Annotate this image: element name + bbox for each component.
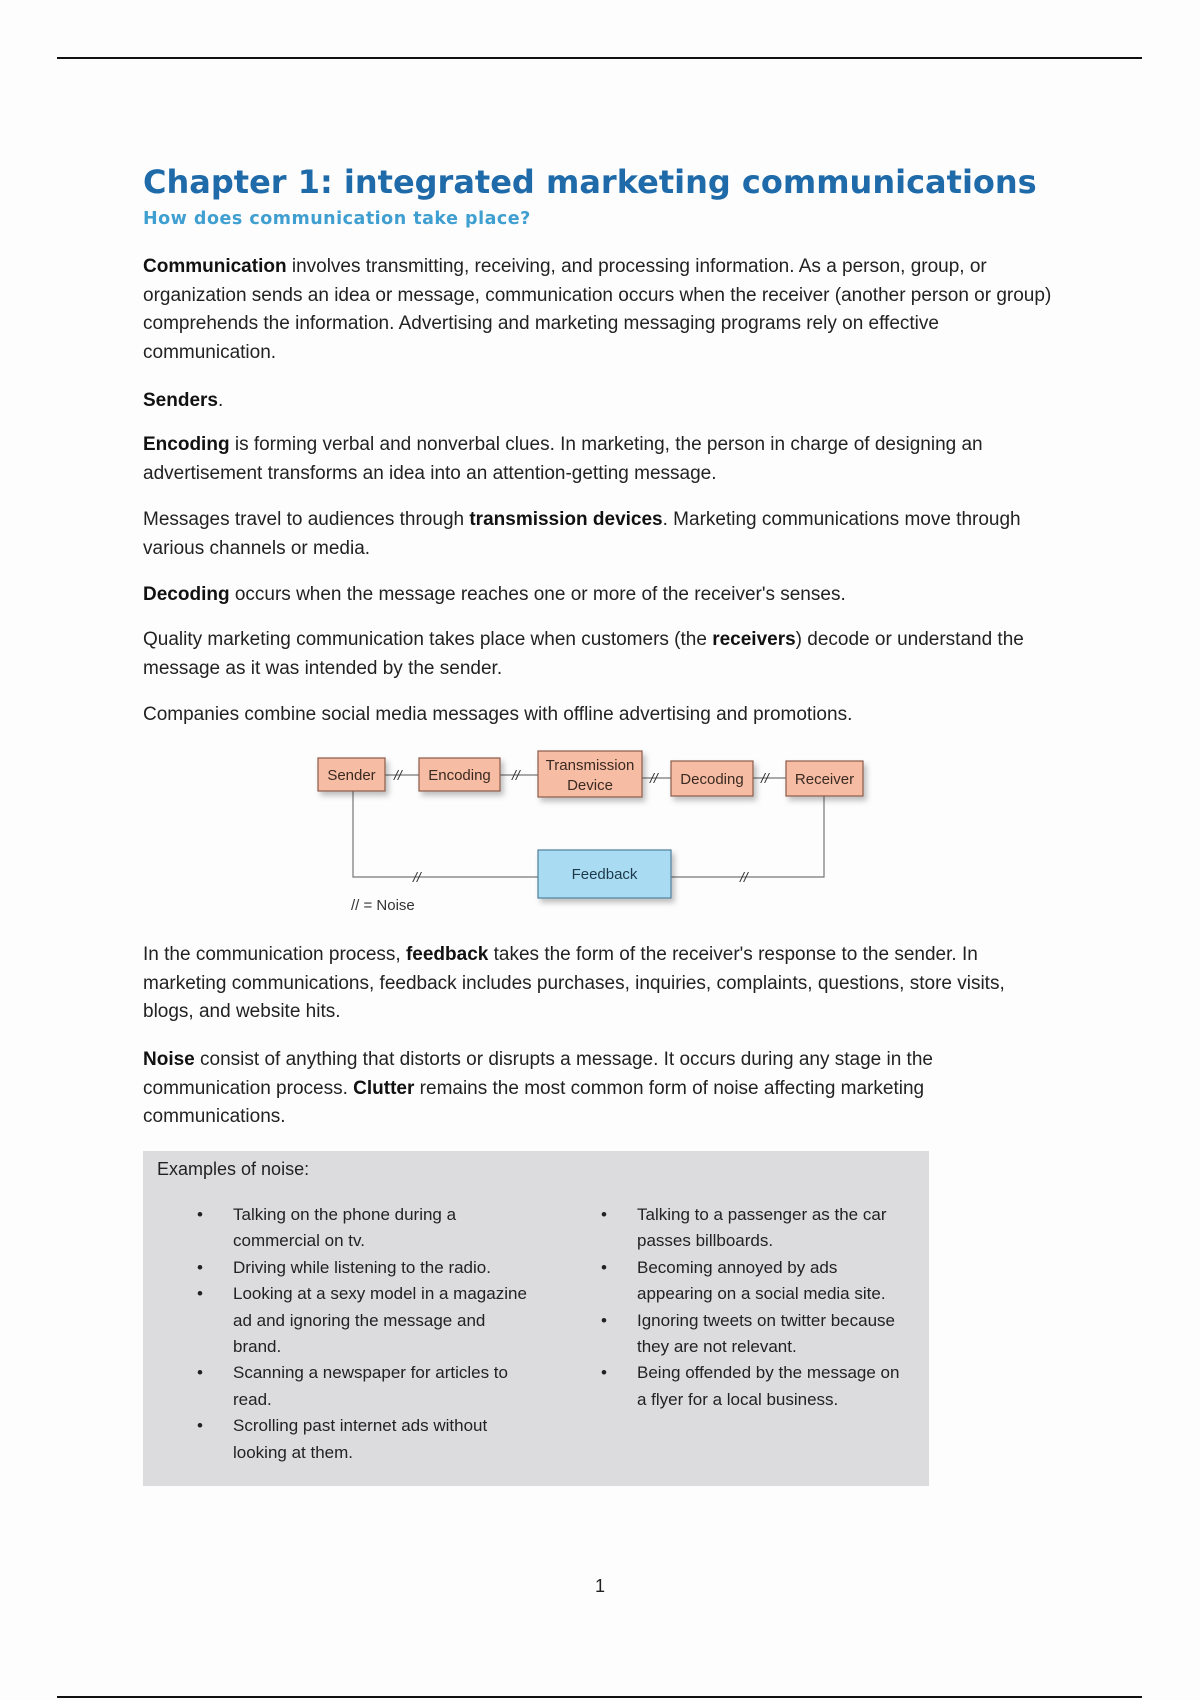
text: occurs when the message reaches one or more of the receiver's senses. [229, 584, 846, 605]
list-item: • Scrolling past internet ads without looking at them. [197, 1413, 537, 1466]
text: takes the form of the receiver's response to the sender. In marketing communications, feedback includes purchases, inquiries, complaints, questions, store visits, blogs, and website hits. [143, 944, 1005, 1022]
list-item: • Becoming annoyed by ads appearing on a social media site. [601, 1255, 911, 1308]
noise-mark: // [512, 767, 520, 783]
text: Quality marketing communication takes place when customers (the [143, 629, 713, 650]
list-item: • Being offended by the message on a flyer for a local business. [601, 1360, 911, 1413]
chapter-title: Chapter 1: integrated marketing communications [143, 163, 1037, 201]
device-label: Device [567, 777, 613, 794]
paragraph-communication [143, 253, 1053, 367]
term: Noise [143, 1049, 195, 1070]
text: consist of anything that distorts or disrupts a message. It occurs during any stage in the communication process. [143, 1049, 933, 1099]
text: ) decode or understand the message as it was intended by the sender. [143, 629, 1024, 679]
term: Senders [143, 390, 218, 411]
noise-examples-title: Examples of noise: [157, 1159, 310, 1179]
paragraph-decoding [143, 581, 1053, 610]
term: transmission devices [469, 509, 663, 530]
paragraph-noise [143, 1046, 1053, 1132]
list-item: • Scanning a newspaper for articles to read. [197, 1360, 537, 1413]
noise-mark: // [761, 770, 769, 786]
communication-process-diagram [314, 747, 874, 922]
section-subtitle: How does communication take place? [143, 209, 531, 229]
list-item: • Driving while listening to the radio. [197, 1255, 537, 1281]
list-item: • Talking to a passenger as the car passes billboards. [601, 1202, 911, 1255]
text: is forming verbal and nonverbal clues. In marketing, the person in charge of designing an advertisement transforms an idea into an attention-getting message. [143, 434, 983, 484]
receiver-label: Receiver [794, 771, 855, 788]
transmission-label: Transmission [545, 757, 635, 774]
noise-mark: // [394, 767, 402, 783]
page-number: 1 [594, 1576, 605, 1596]
noise-examples-left-list [197, 1202, 537, 1466]
text: . Marketing communications move through various channels or media. [143, 509, 1021, 559]
term: receivers [712, 629, 796, 650]
noise-examples-box [143, 1151, 929, 1486]
noise-legend: // = Noise [351, 897, 415, 914]
text: remains the most common form of noise affecting marketing communications. [143, 1077, 925, 1127]
header-rule [57, 57, 1142, 59]
paragraph-encoding [143, 431, 1053, 488]
sender-label: Sender [327, 767, 376, 784]
noise-mark: // [740, 869, 748, 885]
noise-mark: // [413, 869, 421, 885]
paragraph-companies: Companies combine social media messages with offline advertising and promotions. [143, 704, 853, 725]
encoding-label: Encoding [428, 767, 491, 784]
list-item: • Looking at a sexy model in a magazine ad and ignoring the message and brand. [197, 1281, 537, 1360]
decoding-label: Decoding [680, 771, 744, 788]
footer-rule [57, 1696, 1142, 1698]
text: In the communication process, [143, 944, 406, 965]
term: Encoding [143, 434, 230, 455]
term: Clutter [353, 1077, 415, 1099]
term: Decoding [143, 584, 230, 605]
text: Messages travel to audiences through [143, 509, 470, 530]
text: . [217, 390, 224, 411]
list-item: • Ignoring tweets on twitter because they are not relevant. [601, 1308, 911, 1361]
paragraph-feedback [143, 941, 1053, 1027]
term: Communication [143, 256, 287, 277]
paragraph-senders [143, 387, 1053, 416]
noise-mark: // [650, 770, 658, 786]
noise-examples-right-list [601, 1202, 911, 1413]
paragraph-messages [143, 506, 1053, 563]
paragraph-quality [143, 626, 1053, 683]
list-item: • Talking on the phone during a commercial on tv. [197, 1202, 537, 1255]
term: feedback [405, 944, 489, 965]
text: involves transmitting, receiving, and processing information. As a person, group, or organization sends an idea or message, communication occurs when the receiver (another person or group) comprehends the information. Advertising and marketing messaging programs rely on effective communication. [143, 256, 1052, 363]
feedback-label: Feedback [571, 866, 638, 883]
